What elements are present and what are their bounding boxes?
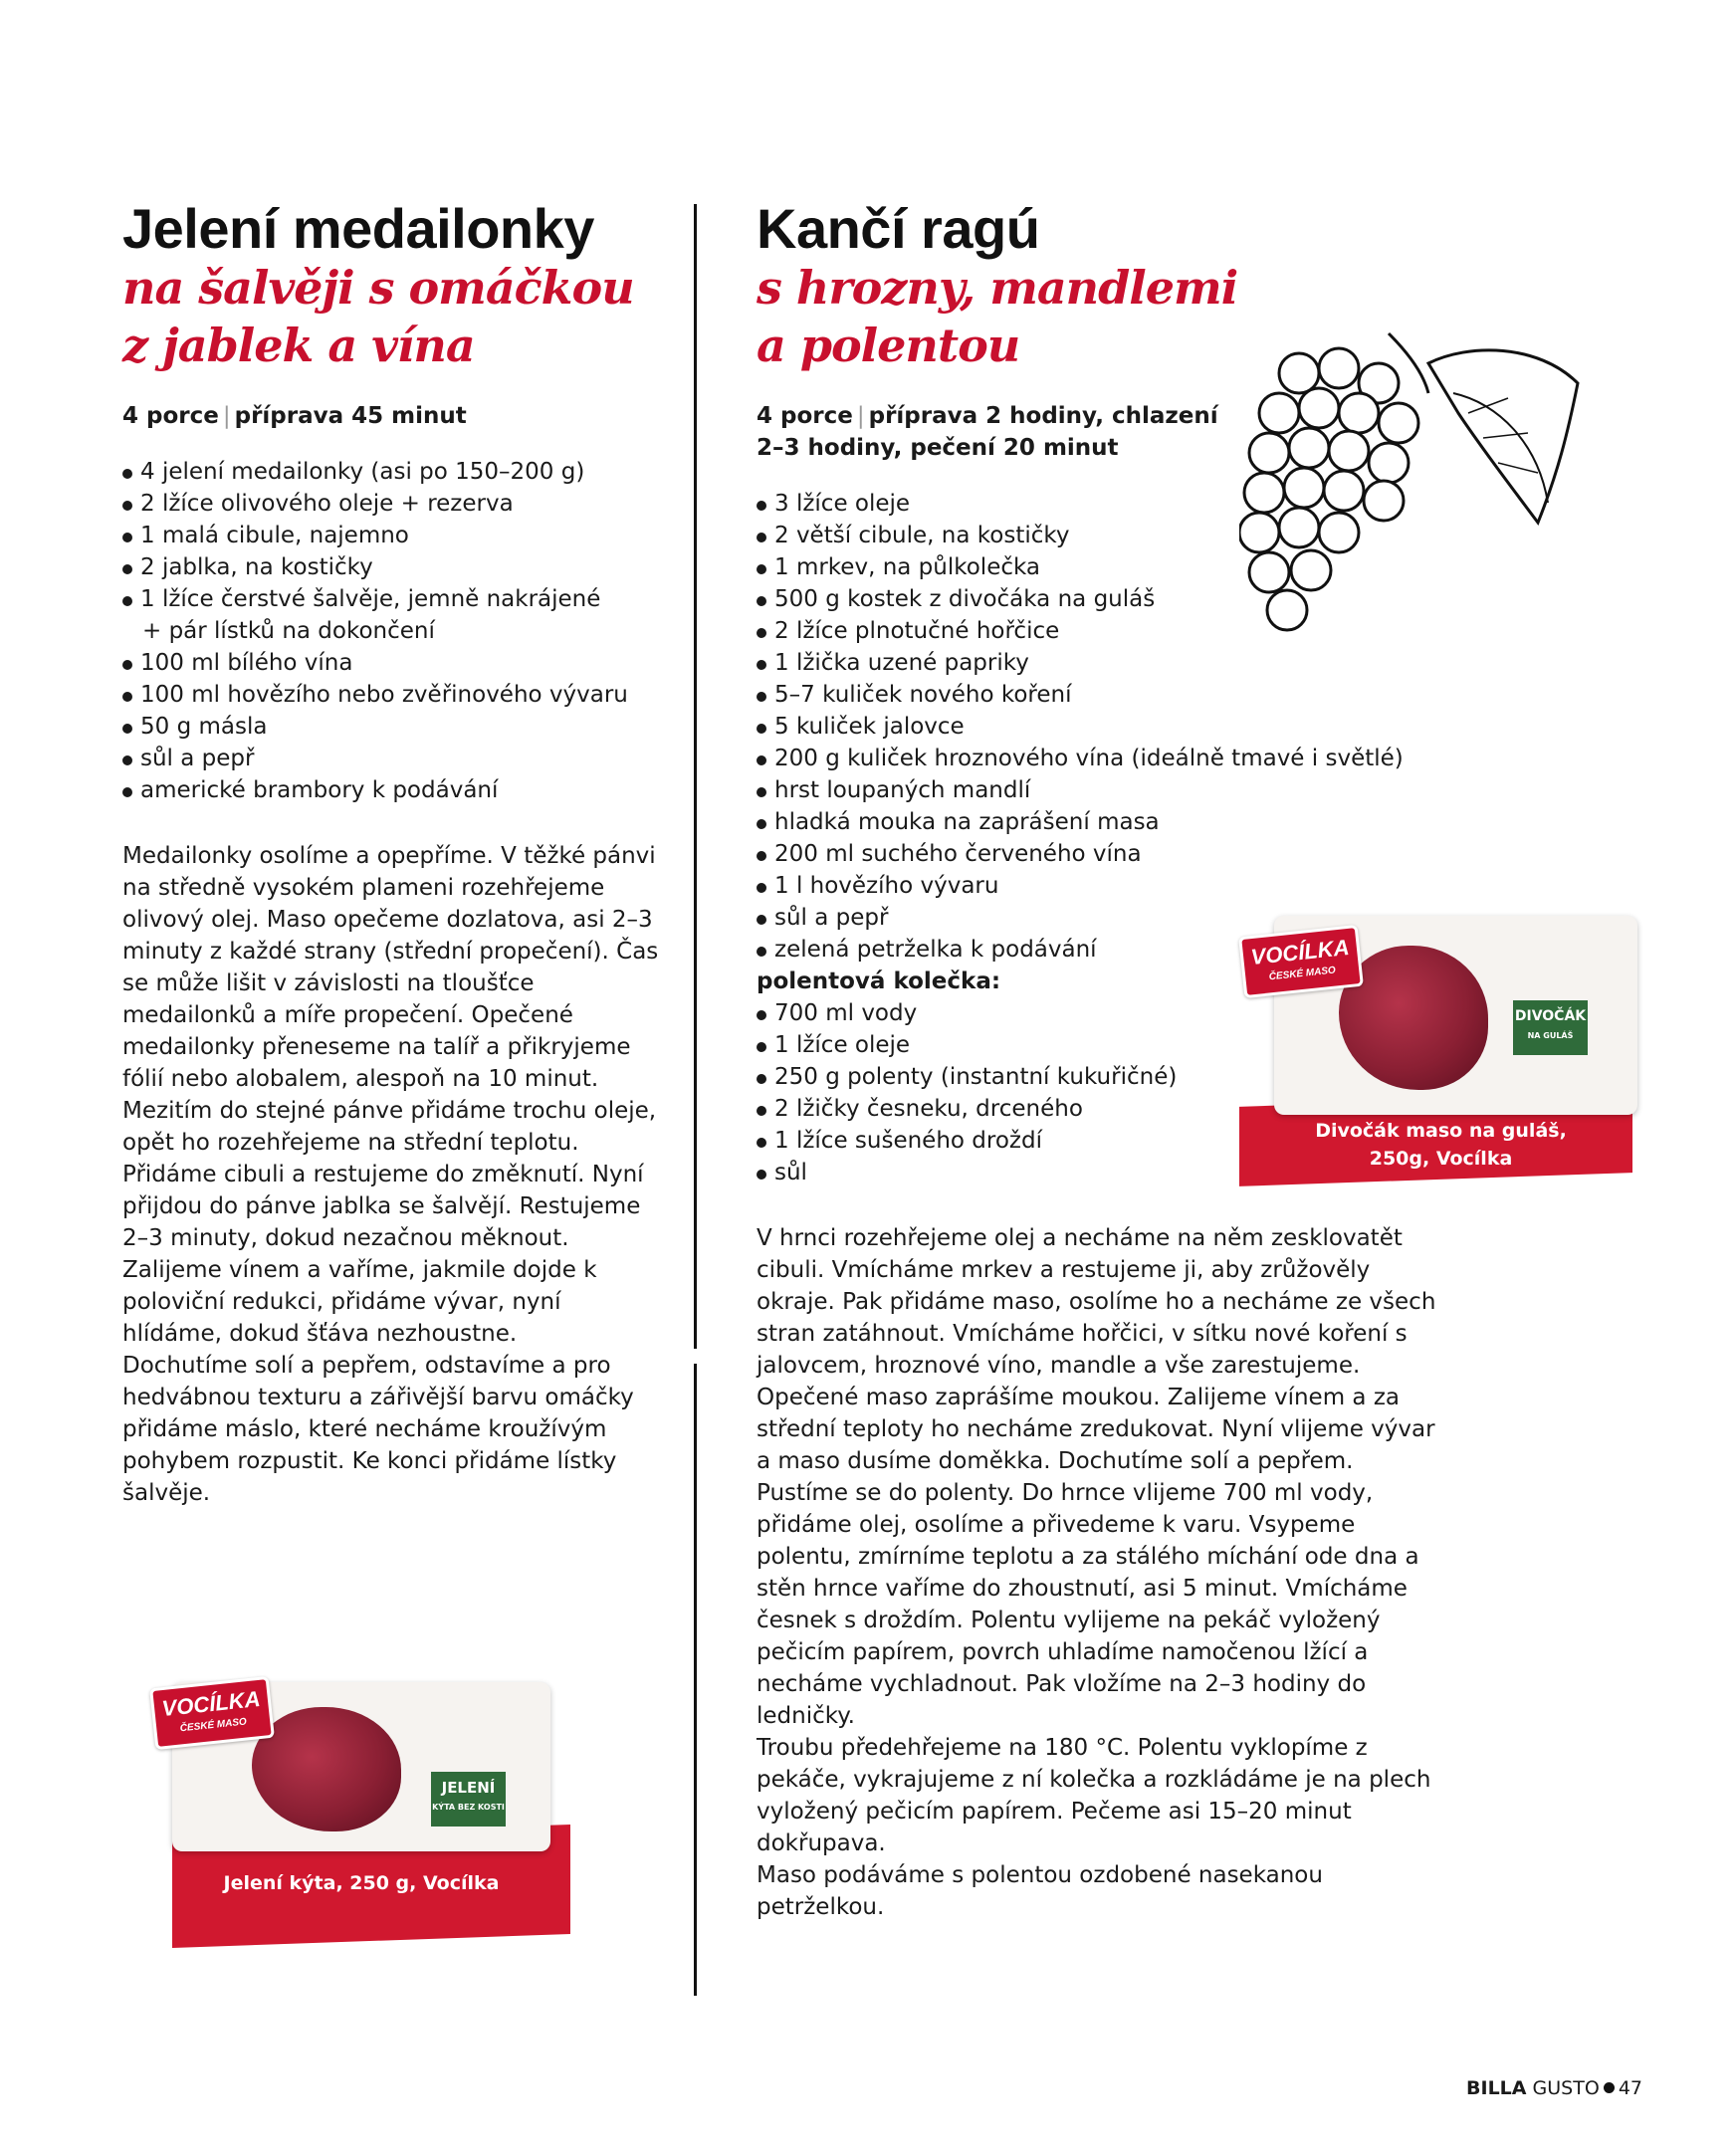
prep-time-cont: 2–3 hodiny, pečení 20 minut xyxy=(757,435,1119,461)
page-number: 47 xyxy=(1618,2077,1642,2099)
brand-logo xyxy=(149,1676,275,1750)
ingredient: 500 g kostek z divočáka na guláš xyxy=(757,583,1692,615)
caption-line-2: 250g, Vocílka xyxy=(1369,1148,1513,1170)
left-recipe-subtitle-1: na šalvěji s omáčkou xyxy=(122,261,634,315)
left-recipe-subtitle-2: z jablek a vína xyxy=(122,319,475,372)
ingredient: hrst loupaných mandlí xyxy=(757,774,1692,806)
ingredient: 2 lžičky česneku, drceného xyxy=(757,1093,1692,1125)
ingredient: 700 ml vody xyxy=(757,997,1692,1029)
pack-label xyxy=(431,1772,506,1827)
method-paragraph: Pustíme se do polenty. Do hrnce vlijeme 700 ml vody, přidáme olej, osolíme a přivedeme k varu. Vsypeme polentu, zmírníme teplotu a za stálého míchání ode dna a stěn hrnce vaříme do zhoustnutí, asi 5 minut. Vmícháme česnek s droždím. Polentu vylijeme na pekáč vyložený pečicím papírem, povrch uhladíme namočenou lžící a necháme vychladnout. Pak vložíme na 2–3 hodiny do ledničky. xyxy=(757,1480,1419,1729)
ingredient: 2 větší cibule, na kostičky xyxy=(757,520,1692,551)
ingredient: 2 lžíce olivového oleje + rezerva xyxy=(122,488,660,520)
ingredient: 200 ml suchého červeného vína xyxy=(757,838,1692,870)
ingredient: 200 g kuliček hroznového vína (ideálně tmavé i světlé) xyxy=(757,743,1692,774)
ingredient-continuation: + pár lístků na dokončení xyxy=(142,618,435,644)
caption-line-1: Divočák maso na guláš, xyxy=(1315,1120,1567,1142)
polenta-heading: polentová kolečka: xyxy=(757,968,1001,994)
ingredient: 1 mrkev, na půlkolečka xyxy=(757,551,1692,583)
ingredient: 1 lžička uzené papriky xyxy=(757,647,1692,679)
column-divider-top xyxy=(694,204,697,1349)
method-paragraph: V hrnci rozehřejeme olej a necháme na něm zesklovatět cibuli. Vmícháme mrkev a restujeme ji, aby zrůžověly okraje. Pak přidáme maso, osolíme ho a necháme ze všech stran zatáhnout. Vmícháme hořčici, v sítku nové koření s jalovcem, hroznové víno, mandle a vše zarestujeme. Opečené maso zaprášíme moukou. Zalijeme vínem a za střední teploty ho necháme zredukovat. Nyní vlijeme vývar a maso dusíme doměkka. Dochutíme solí a pepřem. xyxy=(757,1225,1436,1474)
right-recipe-subtitle-1: s hrozny, mandlemi xyxy=(757,261,1238,315)
ingredient: 2 lžíce plnotučné hořčice xyxy=(757,615,1692,647)
pack-label xyxy=(1513,1000,1588,1055)
ingredient: 1 l hovězího vývaru xyxy=(757,870,1692,902)
ingredient: 1 malá cibule, najemno xyxy=(122,520,660,551)
ingredient: 5 kuliček jalovce xyxy=(757,711,1692,743)
method-paragraph: Maso podáváme s polentou ozdobené nasekanou petrželkou. xyxy=(757,1862,1323,1920)
product-caption: Jelení kýta, 250 g, Vocílka xyxy=(223,1872,500,1894)
ingredient: 100 ml hovězího nebo zvěřinového vývaru xyxy=(122,679,660,711)
ingredient: 2 jablka, na kostičky xyxy=(122,551,660,583)
method-paragraph: Medailonky osolíme a opepříme. V těžké pánvi na středně vysokém plameni rozehřejeme olivový olej. Maso opečeme dozlatova, asi 2–3 minuty z každé strany (střední propečení). Čas se může lišit v závislosti na tloušťce medailonků a míře propečení. Opečené medailonky přeneseme na talíř a přikryjeme fólií nebo alobalem, alespoň na 10 minut. xyxy=(122,843,659,1092)
ingredient: sůl a pepř xyxy=(757,902,1692,934)
ingredient: 5–7 kuliček nového koření xyxy=(757,679,1692,711)
prep-time: příprava 45 minut xyxy=(234,403,467,429)
left-method xyxy=(122,840,660,1509)
ingredient: 4 jelení medailonky (asi po 150–200 g) xyxy=(122,456,660,488)
grapes-illustration xyxy=(1239,323,1598,662)
right-recipe-title: Kančí ragú xyxy=(757,197,1040,260)
method-paragraph: Mezitím do stejné pánve přidáme trochu oleje, opět ho rozehřejeme na střední teplotu. Přidáme cibuli a restujeme do změknutí. Nyní přijdou do pánve jablka se šalvějí. Restujeme 2–3 minuty, dokud nezačnou měknout. Zalijeme vínem a vaříme, jakmile dojde k poloviční redukci, přidáme vývar, nyní hlídáme, dokud šťáva nezhoustne. xyxy=(122,1098,657,1347)
product-caption xyxy=(1249,1117,1632,1173)
right-product-image xyxy=(1239,906,1642,1180)
ingredient: 1 lžíce sušeného droždí xyxy=(757,1125,1692,1157)
method-paragraph: Dochutíme solí a pepřem, odstavíme a pro hedvábnou texturu a zářivější barvu omáčky přidáme máslo, které necháme kroužívým pohybem rozpustit. Ke konci přidáme lístky šalvěje. xyxy=(122,1353,634,1506)
brand-logo xyxy=(1238,925,1364,998)
ingredient: 100 ml bílého vína xyxy=(122,647,660,679)
left-ingredient-list xyxy=(122,456,660,806)
right-method xyxy=(757,1222,1443,1923)
meta-separator: | xyxy=(222,403,231,429)
ingredient: 1 lžíce oleje xyxy=(757,1029,1692,1061)
ingredient: sůl xyxy=(757,1157,1692,1188)
brand-sub: ČESKÉ MASO xyxy=(1268,965,1337,983)
right-recipe-subtitle-2: a polentou xyxy=(757,319,1020,372)
servings: 4 porce xyxy=(122,403,219,429)
ingredient: 3 lžíce oleje xyxy=(757,488,1692,520)
servings: 4 porce xyxy=(757,403,853,429)
method-paragraph: Troubu předehřejeme na 180 °C. Polentu vyklopíme z pekáče, vykrajujeme z ní kolečka a rozkládáme je na plech vyložený pečicím papírem. Pečeme asi 15–20 minut dokřupava. xyxy=(757,1735,1431,1856)
ingredient: 250 g polenty (instantní kukuřičné) xyxy=(757,1061,1692,1093)
page-footer xyxy=(1466,2076,1642,2100)
footer-dot xyxy=(1604,2082,1615,2093)
brand-name: VOCÍLKA xyxy=(1249,934,1351,970)
left-recipe-meta xyxy=(122,400,660,432)
ingredient: sůl a pepř xyxy=(122,743,660,774)
ingredient: 50 g másla xyxy=(122,711,660,743)
brand-name: VOCÍLKA xyxy=(160,1685,262,1722)
footer-brand: BILLA xyxy=(1466,2077,1527,2099)
left-recipe xyxy=(122,199,660,1509)
footer-magazine: GUSTO xyxy=(1532,2077,1600,2099)
brand-sub: ČESKÉ MASO xyxy=(179,1716,248,1735)
pack-label-sub: NA GULÁŠ xyxy=(1527,1031,1574,1040)
meta-separator: | xyxy=(856,403,865,429)
pack-label-sub: KÝTA BEZ KOSTI xyxy=(432,1803,505,1812)
prep-time: příprava 2 hodiny, chlazení xyxy=(868,403,1218,429)
pack-label-title: JELENÍ xyxy=(441,1779,496,1797)
left-recipe-title: Jelení medailonky xyxy=(122,197,594,260)
left-product-image xyxy=(142,1642,570,1941)
ingredient: 1 lžíce čerstvé šalvěje, jemně nakrájené xyxy=(122,583,660,615)
column-divider-bottom xyxy=(694,1364,697,1996)
ingredient: americké brambory k podávání xyxy=(122,774,660,806)
pack-label-title: DIVOČÁK xyxy=(1514,1008,1587,1024)
ingredient: zelená petrželka k podávání xyxy=(757,934,1692,966)
ingredient: hladká mouka na zaprášení masa xyxy=(757,806,1692,838)
